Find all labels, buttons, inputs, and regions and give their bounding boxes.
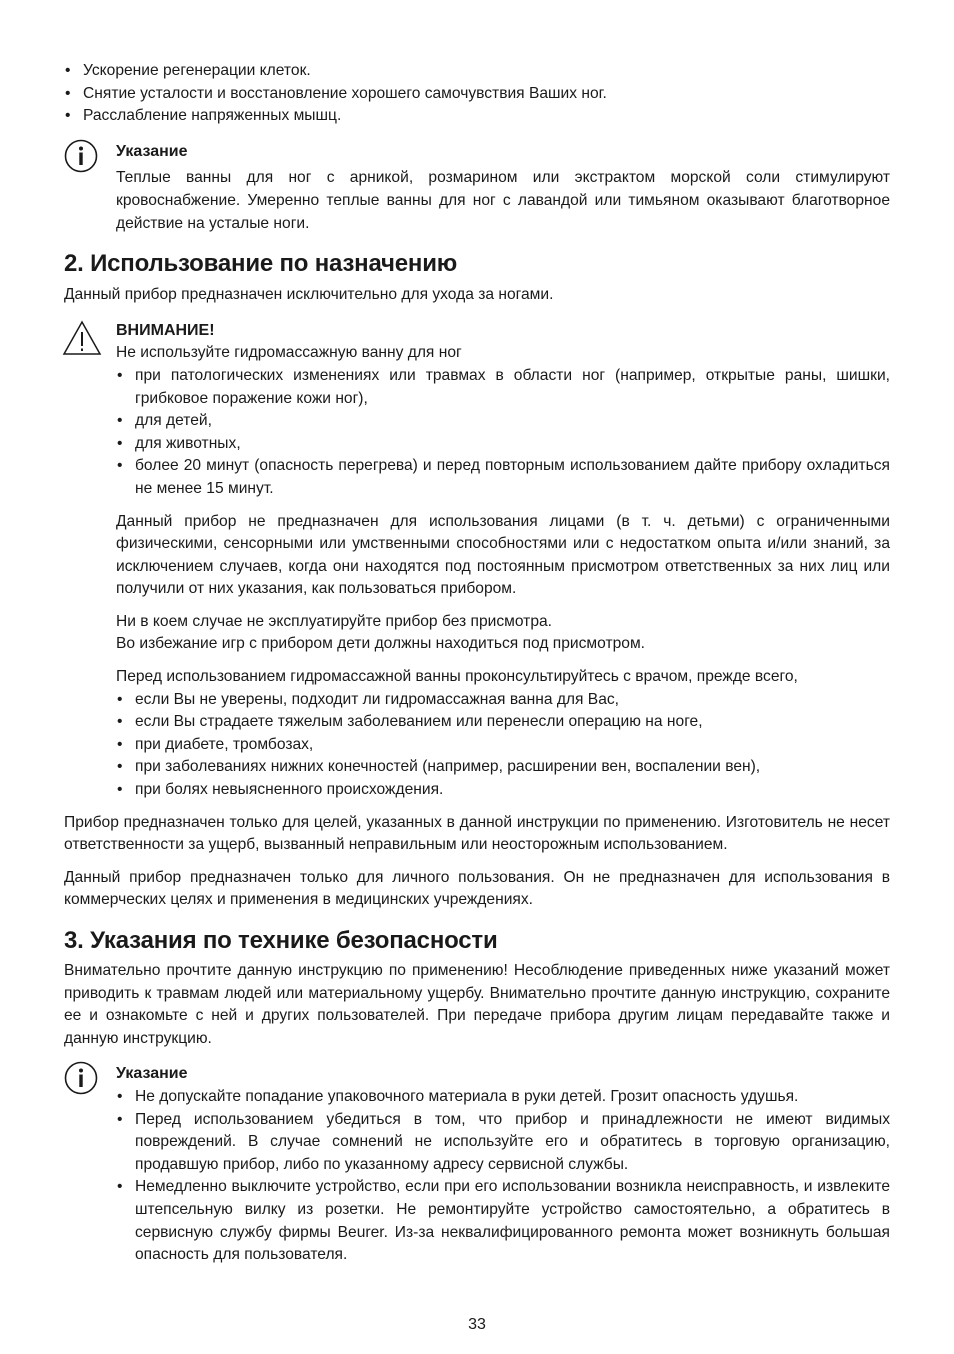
list-item: • для детей, — [116, 410, 890, 433]
section-3-heading: 3. Указания по технике безопасности — [64, 927, 498, 954]
list-item: • при патологических изменениях или травмах в области ног (например, открытые раны, шишки, грибковое поражение кожи ног), — [116, 365, 890, 410]
section-2-paragraph: Данный прибор предназначен только для личного пользования. Он не предназначен для использования в коммерческих целях и применения в медицинских учреждениях. — [64, 868, 890, 909]
warning-paragraph-line: Во избежание игр с прибором дети должны находиться под присмотром. — [116, 635, 645, 653]
info-icon — [64, 1061, 98, 1095]
safety-bullet-list — [116, 1086, 890, 1267]
warning-lead: Не используйте гидромассажную ванну для ног — [116, 344, 462, 362]
list-item: • Ускорение регенерации клеток. — [64, 60, 890, 83]
list-item: • при болях невыясненного происхождения. — [116, 779, 890, 802]
list-item: • при диабете, тромбозах, — [116, 734, 890, 757]
list-item: • Немедленно выключите устройство, если при его использовании возникла неисправность, и извлеките штепсельную вилку из розетки. Не ремонтируйте устройство самостоятельно, а обратитесь в сервисную службу фирмы Beurer. Из-за неквалифицированного ремонта может возникнуть большая опасность для пользователя. — [116, 1176, 890, 1266]
list-item: • для животных, — [116, 433, 890, 456]
note-title: Указание — [116, 142, 188, 160]
note-block-1 — [64, 141, 890, 235]
warning-triangle-icon — [62, 320, 102, 356]
page-number: 33 — [468, 1316, 486, 1333]
list-item: • более 20 минут (опасность перегрева) и перед повторным использованием дайте прибору охладиться не менее 15 минут. — [116, 455, 890, 500]
section-2-intro: Данный прибор предназначен исключительно для ухода за ногами. — [64, 286, 554, 304]
note-title: Указание — [116, 1065, 188, 1083]
section-2-heading: 2. Использование по назначению — [64, 250, 458, 278]
intro-bullet-list — [64, 60, 890, 128]
list-item: • Не допускайте попадание упаковочного материала в руки детей. Грозит опасность удушья. — [116, 1086, 890, 1109]
warning-title: ВНИМАНИЕ! — [116, 321, 215, 339]
warning-block — [64, 320, 890, 802]
list-item: • Снятие усталости и восстановление хорошего самочувствия Ваших ног. — [64, 83, 890, 106]
section-2-paragraph: Прибор предназначен только для целей, указанных в данной инструкции по применению. Изготовитель не несет ответственности за ущерб, вызванный неправильным или неосторожным использованием. — [64, 813, 890, 854]
section-3-intro: Внимательно прочтите данную инструкцию по применению! Несоблюдение приведенных ниже указаний может приводить к травмам людей или материальному ущербу. Внимательно прочтите данную инструкцию, сохраните ее и ознакомьте с ней и других пользователей. При передаче прибора другим лицам передавайте также и данную инструкцию. — [64, 962, 890, 1047]
document-page — [64, 60, 890, 1267]
note-text: Теплые ванны для ног с арникой, розмарином или экстрактом морской соли стимулируют кровоснабжение. Умеренно теплые ванны для ног с лавандой или тимьяном оказывают благотворное действие на усталые ноги. — [116, 169, 890, 232]
list-item: • если Вы не уверены, подходит ли гидромассажная ванна для Вас, — [116, 689, 890, 712]
consult-bullet-list — [116, 689, 890, 802]
list-item: • если Вы страдаете тяжелым заболеванием или перенесли операцию на ноге, — [116, 711, 890, 734]
info-icon — [64, 139, 98, 173]
warning-paragraph: Данный прибор не предназначен для использования лицами (в т. ч. детьми) с ограниченными физическими, сенсорными или умственными способностями или с недостатком опыта и/или знаний, за исключением случаев, когда они находятся под постоянным присмотром ответственных за них лиц или получили от них указания, как пользоваться прибором. — [116, 512, 890, 598]
list-item: • при заболеваниях нижних конечностей (например, расширении вен, воспалении вен), — [116, 756, 890, 779]
warning-bullet-list — [116, 365, 890, 501]
warning-paragraph-line: Ни в коем случае не эксплуатируйте прибор без присмотра. — [116, 612, 553, 630]
list-item: • Расслабление напряженных мышц. — [64, 105, 890, 128]
note-block-2 — [64, 1063, 890, 1266]
list-item: • Перед использованием убедиться в том, что прибор и принадлежности не имеют видимых повреждений. В случае сомнений не используйте его и обратитесь в торговую организацию, продавшую прибор, либо по указанному адресу сервисной службы. — [116, 1109, 890, 1177]
warning-paragraph: Перед использованием гидромассажной ванны проконсультируйтесь с врачом, прежде всего, — [116, 668, 798, 686]
